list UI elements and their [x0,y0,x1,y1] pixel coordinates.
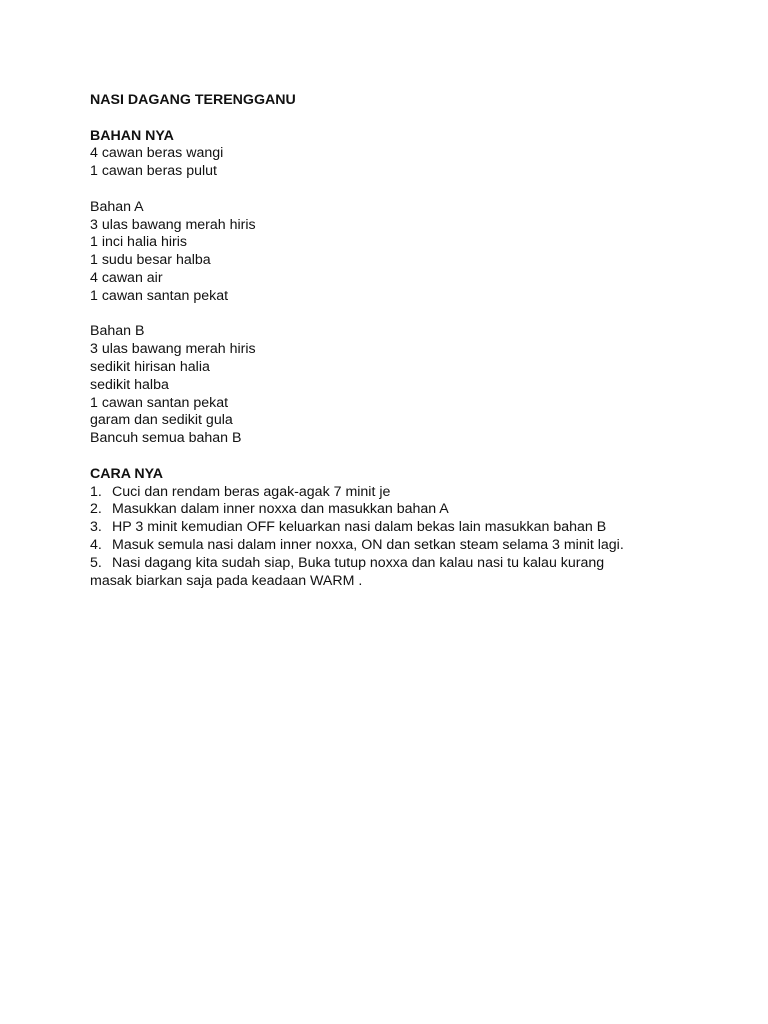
cara-step-continuation: masak biarkan saja pada keadaan WARM . [90,572,363,589]
cara-step [90,501,730,519]
bahan-heading: BAHAN NYA [90,127,174,144]
step-text: Masuk semula nasi dalam inner noxxa, ON dan setkan steam selama 3 minit lagi. [112,536,624,553]
bahan-b-item: sedikit halba [90,376,169,393]
step-number: 3. [90,519,102,536]
document-title: NASI DAGANG TERENGGANU [90,92,296,108]
bahan-item: 4 cawan beras wangi [90,145,224,162]
bahan-a-item: 1 inci halia hiris [90,234,187,251]
bahan-item: 1 cawan beras pulut [90,163,217,180]
bahan-b-item: 3 ulas bawang merah hiris [90,341,256,358]
step-text: HP 3 minit kemudian OFF keluarkan nasi dalam bekas lain masukkan bahan B [112,519,607,536]
step-text: Masukkan dalam inner noxxa dan masukkan bahan A [112,501,449,518]
step-text: Nasi dagang kita sudah siap, Buka tutup noxxa dan kalau nasi tu kalau kurang [112,554,605,571]
bahan-a-item: 1 cawan santan pekat [90,287,229,304]
spacer [90,181,730,199]
step-number: 1. [90,483,102,500]
step-text: Cuci dan rendam beras agak-agak 7 minit je [112,483,391,500]
step-number: 4. [90,536,102,553]
cara-step [90,484,730,502]
cara-step [90,555,730,573]
spacer [90,110,730,128]
cara-step [90,537,730,555]
bahan-a-item: 1 sudu besar halba [90,252,211,269]
step-number: 2. [90,501,102,518]
bahan-b-heading: Bahan B [90,323,145,340]
bahan-b-item: 1 cawan santan pekat [90,394,229,411]
spacer [90,448,730,466]
bahan-a-item: 4 cawan air [90,269,163,286]
spacer [90,306,730,324]
bahan-b-item: sedikit hirisan halia [90,358,210,375]
cara-step [90,519,730,537]
bahan-b-item: Bancuh semua bahan B [90,430,242,447]
bahan-b-item: garam dan sedikit gula [90,412,233,429]
recipe-document [90,92,730,590]
bahan-a-heading: Bahan A [90,198,144,215]
step-number: 5. [90,554,102,571]
bahan-a-item: 3 ulas bawang merah hiris [90,216,256,233]
cara-heading: CARA NYA [90,465,164,482]
